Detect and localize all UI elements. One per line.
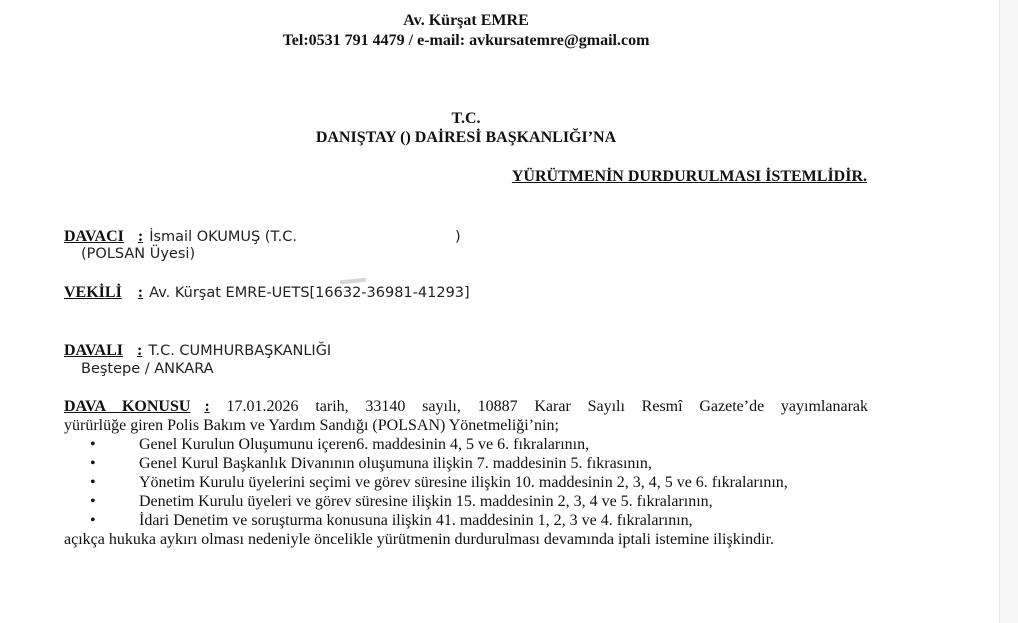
subject-items-list <box>64 435 868 530</box>
attorney-label: VEKİLİ <box>64 284 122 301</box>
plaintiff-row <box>64 227 461 246</box>
plaintiff-label: DAVACI <box>64 228 124 245</box>
plaintiff-colon: : <box>137 228 144 245</box>
subject-colon: : <box>204 398 210 415</box>
list-item-text: Genel Kurul Başkanlık Divanının oluşumuna ilişkin 7. maddesinin 5. fıkrasının, <box>139 455 652 472</box>
list-item <box>64 473 868 492</box>
subject-intro-text: 17.01.2026 tarih, 33140 sayılı, 10887 Karar Sayılı Resmî Gazete’de yayımlanarak <box>226 398 869 415</box>
page-edge-line <box>999 0 1000 623</box>
plaintiff-value-end: ) <box>454 229 461 245</box>
bullet-icon: • <box>90 455 96 472</box>
addressee-tc: T.C. <box>451 110 481 127</box>
bullet-icon: • <box>90 436 96 453</box>
list-item <box>64 511 868 530</box>
defendant-row <box>64 342 331 360</box>
attorney-colon: : <box>137 284 144 301</box>
defendant-colon: : <box>137 342 143 359</box>
list-item-text: İdari Denetim ve soruşturma konusuna ilişkin 41. maddesinin 1, 2, 3 ve 4. fıkralarının, <box>139 512 693 529</box>
attorney-row <box>64 284 470 302</box>
defendant-address: Beştepe / ANKARA <box>81 361 214 377</box>
defendant-value: T.C. CUMHURBAŞKANLIĞI <box>148 343 332 359</box>
page-margin-right <box>1000 0 1018 623</box>
list-item <box>64 492 868 511</box>
bullet-icon: • <box>90 512 96 529</box>
list-item-text: Genel Kurulun Oluşumunu içeren6. maddesinin 4, 5 ve 6. fıkralarının, <box>139 436 590 453</box>
addressee-court: DANIŞTAY () DAİRESİ BAŞKANLIĞI’NA <box>315 129 617 146</box>
request-title: YÜRÜTMENİN DURDURULMASI İSTEMLİDİR. <box>511 168 867 185</box>
subject-closing: açıkça hukuka aykırı olması nedeniyle öncelikle yürütmenin durdurulması devamında iptali istemine ilişkindir. <box>64 531 775 548</box>
attorney-value: Av. Kürşat EMRE-UETS[16632-36981-41293] <box>149 285 470 301</box>
bullet-icon: • <box>90 493 96 510</box>
defendant-label: DAVALI <box>64 342 123 359</box>
redacted-id <box>297 227 455 243</box>
list-item-text: Yönetim Kurulu üyelerini seçimi ve görev süresine ilişkin 10. maddesinin 2, 3, 4, 5 ve 6. fıkralarının, <box>139 474 788 491</box>
list-item <box>64 454 868 473</box>
bullet-icon: • <box>90 474 96 491</box>
subject-intro-line2: yürürlüğe giren Polis Bakım ve Yardım Sandığı (POLSAN) Yönetmeliği’nin; <box>64 417 559 434</box>
plaintiff-membership: (POLSAN Üyesi) <box>81 246 196 262</box>
list-item-text: Denetim Kurulu üyeleri ve görev süresine ilişkin 15. maddesinin 2, 3, 4 ve 5. fıkralarının, <box>139 493 713 510</box>
subject-intro-line1 <box>64 397 868 416</box>
lawyer-contact: Tel:0531 791 4479 / e-mail: avkursatemre@gmail.com <box>282 32 650 49</box>
lawyer-name: Av. Kürşat EMRE <box>403 12 529 29</box>
list-item <box>64 435 868 454</box>
case-subject <box>64 397 868 549</box>
subject-label: DAVA KONUSU <box>64 398 191 415</box>
plaintiff-value: İsmail OKUMUŞ (T.C. <box>149 229 297 245</box>
